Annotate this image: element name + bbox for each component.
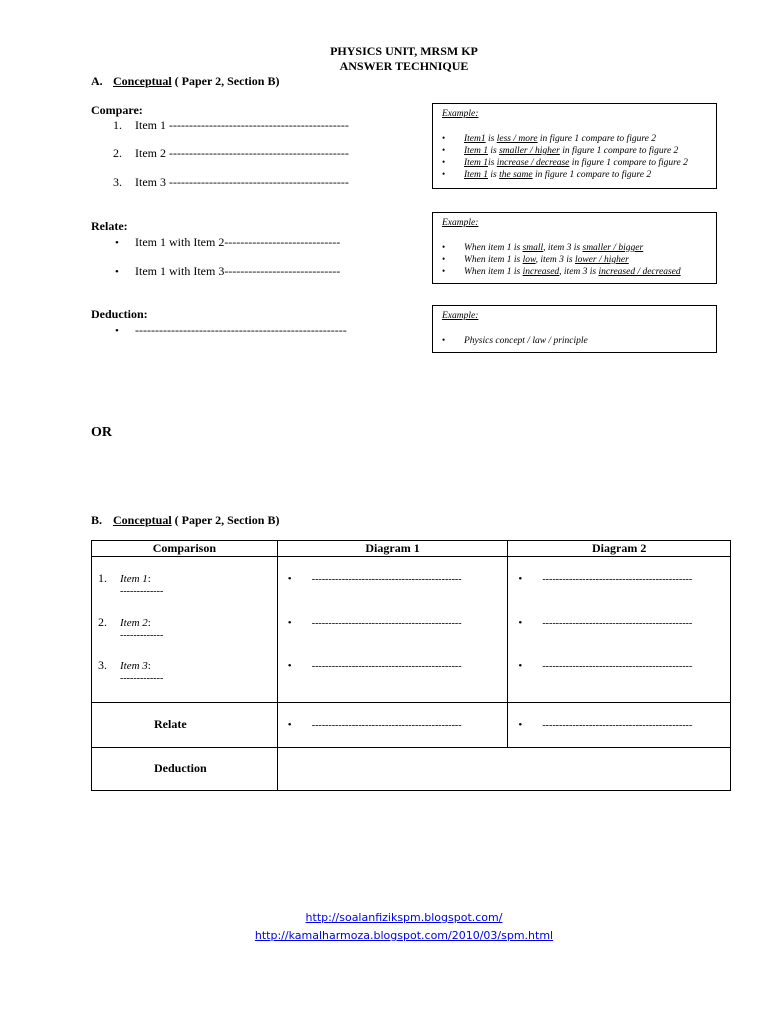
link-kamalharmoza[interactable]: http://kamalharmoza.blogspot.com/2010/03/spm.html: [254, 929, 554, 942]
compare-item-number: 2.: [113, 146, 122, 160]
section-b-letter: B.: [91, 513, 103, 527]
relate-item-2: • Item 1 with Item 3-----------------------------: [115, 264, 340, 279]
compare-item-1: [113, 118, 349, 133]
example-term: Item 1: [464, 158, 489, 168]
example-text: is: [485, 134, 497, 144]
example-label: Example:: [442, 311, 479, 321]
example-term: smaller / higher: [499, 146, 560, 156]
list-item: [442, 144, 688, 156]
link-soalanfizikspm[interactable]: http://soalanfizikspm.blogspot.com/: [305, 911, 503, 924]
item-dash: -------------: [120, 673, 164, 684]
section-a-letter: A.: [91, 74, 103, 88]
example-text: in figure 1 compare to figure 2: [559, 146, 679, 156]
answer-line: • ---------------------------------------------: [288, 617, 462, 629]
diagram-2-items-cell: [508, 557, 731, 703]
answer-line: • ---------------------------------------------: [288, 660, 462, 672]
answer-line: • ---------------------------------------------: [518, 660, 692, 672]
example-text: in figure 1 compare to figure 2: [537, 134, 657, 144]
example-text: When item 1 is: [464, 267, 523, 277]
list-item: [442, 156, 688, 168]
item-dash: -------------: [120, 630, 164, 641]
table-item-1: 1. Item 1: -------------: [98, 571, 164, 597]
example-text: is: [488, 146, 500, 156]
example-text: is: [488, 170, 500, 180]
example-label: Example:: [442, 109, 479, 119]
example-text: in figure 1 compare to figure 2: [569, 158, 688, 168]
item-label: Item 1: [120, 573, 148, 585]
example-text: , item 3 is: [559, 267, 599, 277]
relate-item-1: • Item 1 with Item 2-----------------------------: [115, 235, 340, 250]
deduction-item: • -----------------------------------------------------: [115, 323, 347, 338]
answer-line: • ---------------------------------------------: [518, 617, 692, 629]
example-text: in figure 1 compare to figure 2: [532, 170, 652, 180]
list-item: [442, 132, 688, 144]
section-a-heading: [91, 74, 279, 89]
item-number: 3.: [98, 658, 107, 672]
example-term: smaller / bigger: [582, 243, 644, 253]
list-item: [442, 265, 681, 277]
compare-item-number: 3.: [113, 175, 122, 189]
section-a-title-rest: ( Paper 2, Section B): [171, 74, 280, 88]
item-number: 1.: [98, 571, 107, 585]
list-item: • Physics concept / law / principle: [442, 334, 588, 346]
example-text: When item 1 is: [464, 255, 523, 265]
example-term: less / more: [496, 134, 538, 144]
relate-heading: Relate:: [91, 219, 128, 233]
section-b-title-rest: ( Paper 2, Section B): [171, 513, 280, 527]
example-term: small: [522, 243, 544, 253]
deduction-label-cell: [92, 748, 278, 791]
example-term: Item 1: [464, 146, 489, 156]
example-text: is: [488, 158, 497, 168]
compare-item-text: Item 1 ---------------------------------------------: [135, 118, 349, 132]
section-b-heading: [91, 513, 279, 528]
example-term: increased: [522, 267, 560, 277]
relate-row-label: Relate: [154, 717, 187, 731]
example-label: Example:: [442, 218, 479, 228]
example-term: lower / higher: [574, 255, 629, 265]
table-header-row: [92, 541, 731, 557]
diagram-1-relate-cell: [277, 703, 508, 748]
compare-item-text: Item 3 ---------------------------------------------: [135, 175, 349, 189]
table-row-items: [92, 557, 731, 703]
or-separator: OR: [91, 425, 112, 440]
section-a-title: Conceptual: [113, 74, 172, 88]
table-row-relate: [92, 703, 731, 748]
footer-links: [0, 909, 768, 945]
compare-item-2: [113, 146, 349, 161]
relate-label-cell: [92, 703, 278, 748]
diagram-1-items-cell: [277, 557, 508, 703]
example-term: the same: [499, 170, 533, 180]
example-term: Item1: [464, 134, 486, 144]
item-number: 2.: [98, 615, 107, 629]
relate-example-box: [432, 212, 717, 284]
example-term: low: [522, 255, 536, 265]
answer-line: • ---------------------------------------------: [518, 719, 692, 731]
list-item: [442, 241, 681, 253]
comparison-table: [91, 540, 731, 791]
example-text: , item 3 is: [543, 243, 583, 253]
example-term: increased / decreased: [598, 267, 681, 277]
answer-line: • ---------------------------------------------: [288, 573, 462, 585]
compare-item-text: Item 2 ---------------------------------------------: [135, 146, 349, 160]
compare-item-number: 1.: [113, 118, 122, 132]
table-row-deduction: [92, 748, 731, 791]
section-b-title: Conceptual: [113, 513, 172, 527]
diagram-2-relate-cell: [508, 703, 731, 748]
item-label: Item 2: [120, 617, 148, 629]
deduction-answer-cell[interactable]: [277, 748, 730, 791]
answer-line: • ---------------------------------------------: [518, 573, 692, 585]
deduction-example-list: [442, 334, 588, 346]
deduction-row-label: Deduction: [154, 761, 207, 775]
list-item: [442, 253, 681, 265]
example-text: , item 3 is: [535, 255, 575, 265]
example-text: When item 1 is: [464, 243, 523, 253]
doc-title: PHYSICS UNIT, MRSM KP: [330, 44, 478, 58]
relate-example-list: [442, 241, 681, 277]
example-term: increase / decrease: [496, 158, 570, 168]
list-item: [442, 168, 688, 180]
compare-item-3: [113, 175, 349, 190]
answer-line: • ---------------------------------------------: [288, 719, 462, 731]
item-dash: -------------: [120, 586, 164, 597]
compare-example-box: [432, 103, 717, 189]
item-label: Item 3: [120, 660, 148, 672]
table-item-3: 3. Item 3: -------------: [98, 658, 164, 684]
deduction-heading: Deduction:: [91, 307, 148, 321]
deduction-example-box: [432, 305, 717, 353]
compare-example-list: [442, 132, 688, 180]
compare-heading: Compare:: [91, 103, 143, 117]
header-comparison: Comparison: [92, 541, 278, 557]
table-item-2: 2. Item 2: -------------: [98, 615, 164, 641]
doc-subtitle: ANSWER TECHNIQUE: [339, 59, 469, 73]
header-diagram-1: Diagram 1: [277, 541, 508, 557]
items-cell: [92, 557, 278, 703]
header-diagram-2: Diagram 2: [508, 541, 731, 557]
example-term: Item 1: [464, 170, 489, 180]
